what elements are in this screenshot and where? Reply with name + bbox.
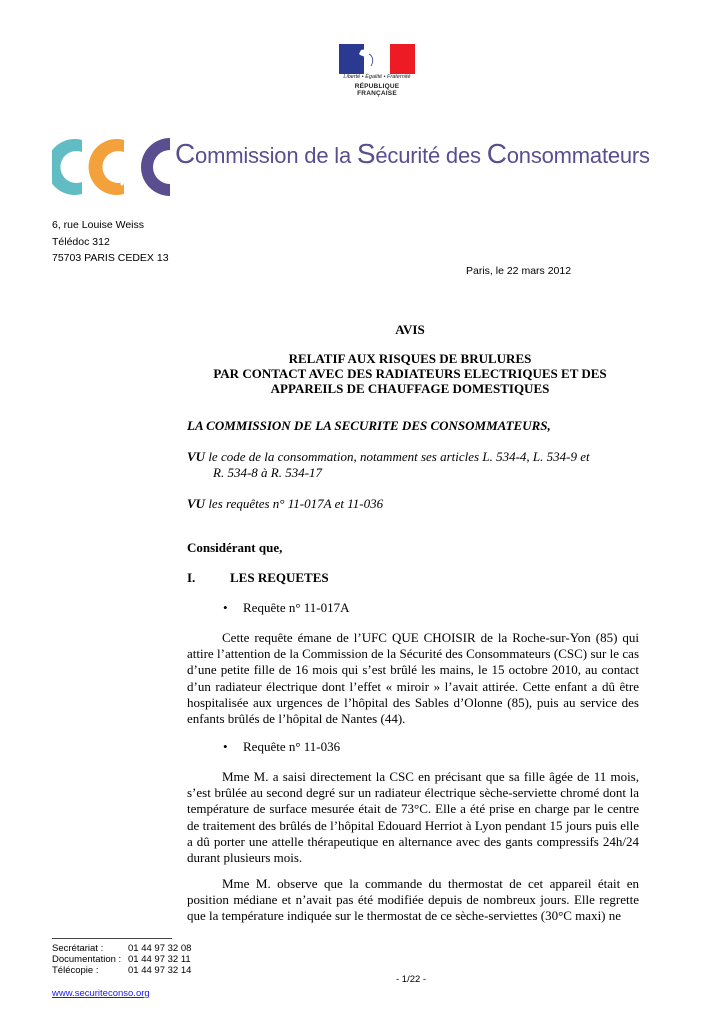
- marianne-flag-icon: [339, 44, 415, 74]
- section-title: LES REQUETES: [230, 570, 329, 585]
- address-line-2: Télédoc 312: [52, 236, 110, 248]
- subtitle-line-1: RELATIF AUX RISQUES DE BRULURES: [288, 351, 532, 366]
- footer-phone-documentation: 01 44 97 32 11: [128, 954, 191, 965]
- bullet-icon: •: [223, 600, 228, 615]
- bullet-icon: •: [223, 739, 228, 754]
- footer-label-telecopie: Télécopie :: [52, 965, 99, 976]
- title-avis: AVIS: [395, 322, 425, 337]
- footer-label-secretariat: Secrétariat :: [52, 943, 104, 954]
- page-number: - 1/22 -: [396, 974, 427, 985]
- vu-1-line-2: R. 534-8 à R. 534-17: [213, 465, 323, 480]
- footer-divider: [52, 938, 172, 939]
- footer-label-documentation: Documentation :: [52, 954, 122, 965]
- commission-name: Commission de la Sécurité des Consommateurs: [175, 138, 650, 169]
- vu-2: VU les requêtes n° 11-017A et 11-036: [187, 496, 384, 511]
- section-number: I.: [187, 570, 196, 585]
- requete-1-title: Requête n° 11-017A: [243, 600, 350, 615]
- subtitle-line-3: APPAREILS DE CHAUFFAGE DOMESTIQUES: [270, 381, 550, 396]
- requete-1-paragraph: Cette requête émane de l’UFC QUE CHOISIR de la Roche-sur-Yon (85) qui attire l’attention de la Commission de la Sécurité des Consommateurs (CSC) sur le cas d’une petite fille de 16 mois qui s’est brûlé les mains, le 15 octobre 2010, au contact d’un radiateur électrique dont l’effet « miroir » l’avait attirée. Cette enfant a dû être hospitalisée aux urgences de l’hôpital des Sables d’Olonne (85), puis au service des enfants brûlés de l’hôpital de Nantes (44).: [187, 630, 639, 727]
- subtitle-line-2: PAR CONTACT AVEC DES RADIATEURS ELECTRIQUES ET DES: [213, 366, 607, 381]
- csc-logo-icon: [52, 136, 184, 198]
- document-date: Paris, le 22 mars 2012: [466, 265, 572, 277]
- commission-heading: LA COMMISSION DE LA SECURITE DES CONSOMMATEURS,: [187, 418, 551, 433]
- footer-phone-secretariat: 01 44 97 32 08: [128, 943, 192, 954]
- requete-2-title: Requête n° 11-036: [243, 739, 341, 754]
- republic-motto: Liberté • Égalité • Fraternité: [343, 74, 411, 80]
- republic-name: RÉPUBLIQUE FRANÇAISE: [354, 83, 400, 97]
- vu-1-line-1: VU le code de la consommation, notamment ses articles L. 534-4, L. 534-9 et: [187, 449, 590, 464]
- address-line-3: 75703 PARIS CEDEX 13: [52, 252, 169, 264]
- considerant-heading: Considérant que,: [187, 540, 283, 555]
- address-line-1: 6, rue Louise Weiss: [52, 219, 145, 231]
- footer-phone-telecopie: 01 44 97 32 14: [128, 965, 192, 976]
- requete-2-paragraph: Mme M. a saisi directement la CSC en précisant que sa fille âgée de 11 mois, s’est brûlée au second degré sur un radiateur électrique sèche-serviette chromé dont la température de surface mesurée était de 73°C. Elle a été prise en charge par le centre de traitement des brûlés de l’hôpital Edouard Herriot à Lyon pendant 15 jours puis elle a dû porter une attelle thérapeutique en alternance avec des gants compressifs 24h/24 durant plusieurs mois.: [187, 769, 639, 866]
- website-link[interactable]: www.securiteconso.org: [52, 988, 150, 999]
- paragraph-3: Mme M. observe que la commande du thermostat de cet appareil était en position médiane et n’avait pas été modifiée depuis de nombreux jours. Elle regrette que la température indiquée sur le thermostat de ce sèche-serviettes (30°C maxi) ne: [187, 876, 639, 924]
